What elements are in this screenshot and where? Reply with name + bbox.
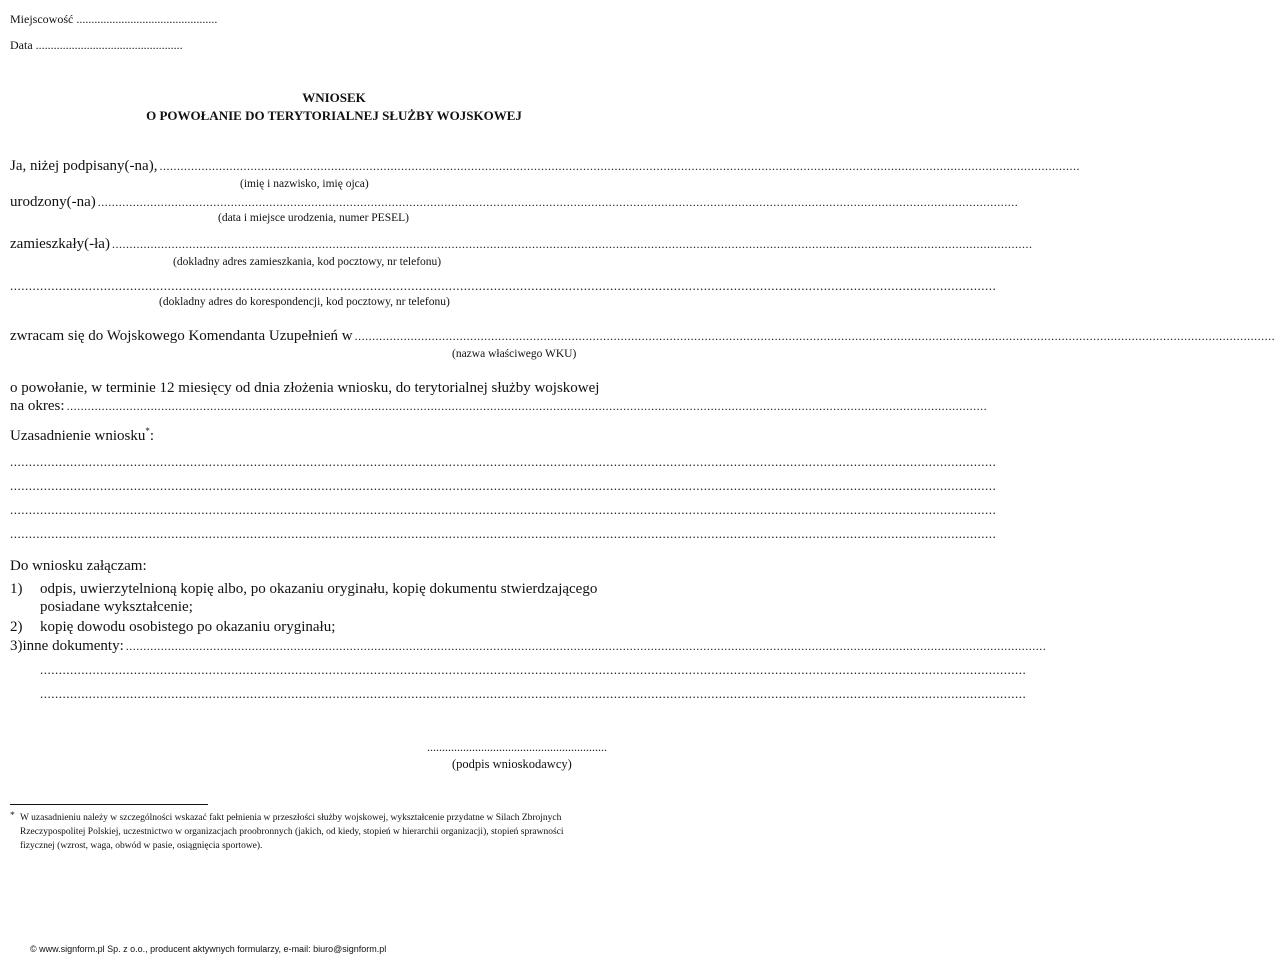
place-line <box>10 12 217 27</box>
justification-colon: : <box>149 428 155 444</box>
wku-line <box>10 328 1275 345</box>
attachment-1-number: 1) <box>10 581 23 597</box>
signature-field[interactable]: ............................................................ <box>427 740 607 754</box>
wku-field[interactable]: ....................................................................................................................................................................................................................................................................... <box>354 329 1275 343</box>
period-label: na okres: <box>10 398 65 414</box>
justification-marker: * <box>145 426 150 436</box>
footnote-line-1: W uzasadnieniu należy w szczególności wskazać fakt pełnienia w przeszłości służby wojskowej, wykształcenie przydatne w Silach Zbrojnych <box>20 813 562 823</box>
place-label: Miejscowość <box>10 12 74 26</box>
attachment-3-number: 3) <box>10 638 23 654</box>
attachment-extra-field-1[interactable]: ....................................................................................................................................................................................................................................................................... <box>40 662 1027 677</box>
attachment-2-text: kopię dowodu osobistego po okazaniu oryginału; <box>40 619 336 635</box>
born-field[interactable]: ....................................................................................................................................................................................................................................................................... <box>97 195 1019 209</box>
address-line <box>10 236 1033 253</box>
born-caption: (data i miejsce urodzenia, numer PESEL) <box>218 212 409 224</box>
correspondence-field[interactable]: ....................................................................................................................................................................................................................................................................... <box>10 278 997 293</box>
footnote-line-3: fizycznej (wzrost, waga, obwód w pasie, osiągnięcia sportowe). <box>20 841 263 851</box>
request-text: o powołanie, w terminie 12 miesięcy od dnia złożenia wniosku, do terytorialnej służby wojskowej <box>10 380 600 396</box>
period-field[interactable]: ....................................................................................................................................................................................................................................................................... <box>66 399 988 413</box>
attachment-1-text: odpis, uwierzytelnioną kopię albo, po okazaniu oryginału, kopię dokumentu stwierdzającego <box>40 581 598 597</box>
document-subtitle: O POWOŁANIE DO TERYTORIALNEJ SŁUŻBY WOJSKOWEJ <box>146 108 522 123</box>
footer-copyright: © www.signform.pl Sp. z o.o., producent aktywnych formularzy, e-mail: biuro@signform.pl <box>30 944 387 954</box>
name-line <box>10 158 1080 175</box>
document-title: WNIOSEK <box>302 90 366 105</box>
signature-caption: (podpis wnioskodawcy) <box>452 757 572 771</box>
born-label: urodzony(-na) <box>10 194 96 210</box>
justification-field-1[interactable]: ....................................................................................................................................................................................................................................................................... <box>10 454 997 469</box>
justification-field-4[interactable]: ....................................................................................................................................................................................................................................................................... <box>10 526 997 541</box>
born-line <box>10 194 1019 211</box>
justification-field-2[interactable]: ....................................................................................................................................................................................................................................................................... <box>10 478 997 493</box>
justification-label: Uzasadnienie wniosku <box>10 428 146 444</box>
attachment-1-text-cont: posiadane wykształcenie; <box>40 599 193 615</box>
date-label: Data <box>10 38 33 52</box>
attachment-3-line <box>10 638 1047 655</box>
name-field[interactable]: ....................................................................................................................................................................................................................................................................... <box>159 159 1080 173</box>
attachments-heading: Do wniosku załączam: <box>10 558 147 574</box>
name-label: Ja, niżej podpisany(-na), <box>10 158 158 174</box>
attachment-extra-field-2[interactable]: ....................................................................................................................................................................................................................................................................... <box>40 686 1027 701</box>
name-caption: (imię i nazwisko, imię ojca) <box>240 178 369 190</box>
date-dots[interactable]: ................................................. <box>35 38 183 52</box>
justification-heading <box>10 426 154 445</box>
address-caption: (dokladny adres zamieszkania, kod pocztowy, nr telefonu) <box>173 256 442 268</box>
attachment-3-text: inne dokumenty: <box>22 638 124 654</box>
attachment-2-number: 2) <box>10 619 23 635</box>
wku-label: zwracam się do Wojskowego Komendanta Uzupełnień w <box>10 328 353 344</box>
correspondence-caption: (dokladny adres do korespondencji, kod pocztowy, nr telefonu) <box>159 296 450 308</box>
justification-field-3[interactable]: ....................................................................................................................................................................................................................................................................... <box>10 502 997 517</box>
period-line <box>10 398 988 415</box>
wku-caption: (nazwa właściwego WKU) <box>452 348 577 360</box>
footnote-line-2: Rzeczypospolitej Polskiej, uczestnictwo w organizacjach proobronnych (jakich, od kiedy, stopień w hierarchii organizacji), stopień sprawności <box>20 827 564 837</box>
footnote-divider <box>10 804 208 805</box>
date-line <box>10 38 183 53</box>
attachment-3-field[interactable]: ....................................................................................................................................................................................................................................................................... <box>125 639 1047 653</box>
footnote-marker: * <box>10 811 15 821</box>
address-label: zamieszkały(-ła) <box>10 236 110 252</box>
address-field[interactable]: ....................................................................................................................................................................................................................................................................... <box>111 237 1033 251</box>
place-dots[interactable]: ............................................... <box>76 12 218 26</box>
